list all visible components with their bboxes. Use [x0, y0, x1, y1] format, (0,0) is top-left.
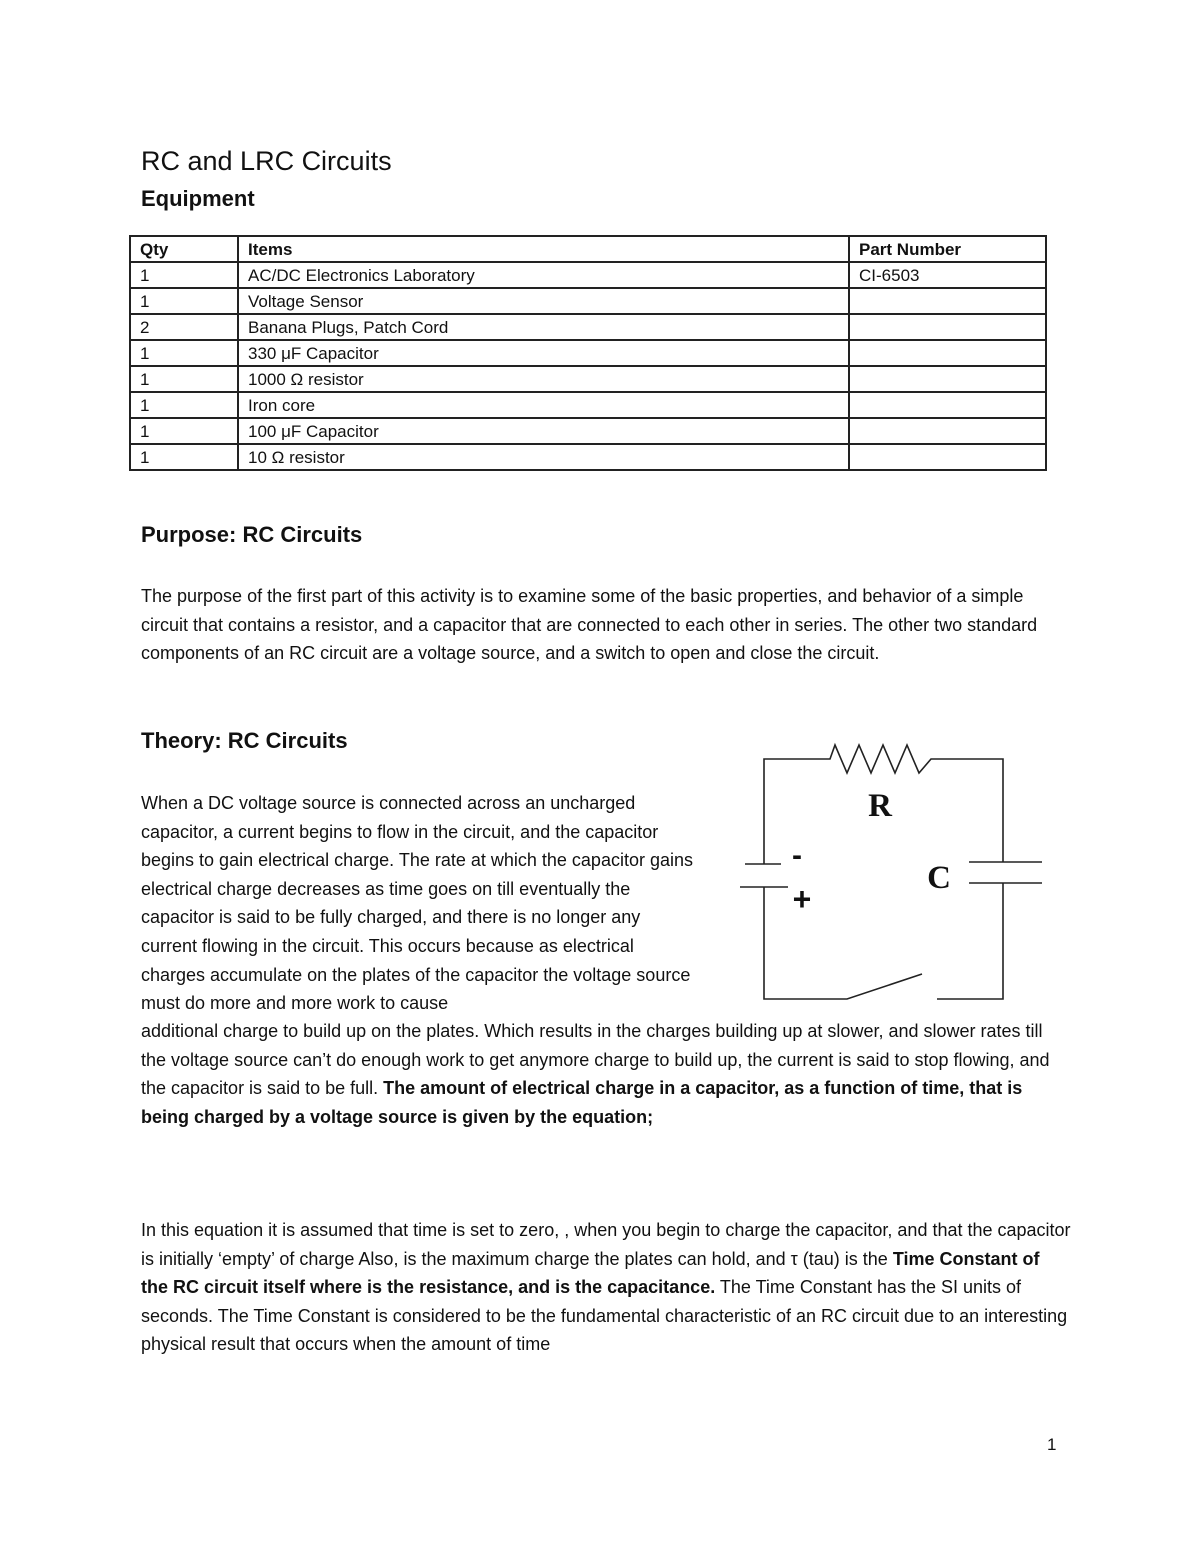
page-title: RC and LRC Circuits — [141, 146, 392, 176]
theory-continued-text: additional charge to build up on the plates. Which results in the charges building up at slower, and slower rates till the voltage source can’t do enough work to get anymore charge to build up, the current is said to stop flowing, and the capacitor is said to be full. — [141, 1021, 1050, 1099]
table-header-row — [130, 236, 1046, 262]
theory-paragraph-continued — [141, 1017, 1071, 1131]
purpose-paragraph: The purpose of the first part of this activity is to examine some of the basic properties, and behavior of a simple circuit that contains a resistor, and a capacitor that are connected to each other in series. The other two standard components of an RC circuit are a voltage source, and a switch to open and close the circuit. — [141, 586, 1038, 664]
part-number-cell — [849, 314, 1046, 340]
qty-cell: 1 — [130, 444, 238, 470]
table-row — [130, 314, 1046, 340]
qty-cell: 1 — [130, 262, 238, 288]
resistor-label: R — [868, 788, 892, 824]
equipment-heading: Equipment — [141, 186, 255, 211]
qty-cell: 1 — [130, 366, 238, 392]
table-row — [130, 262, 1046, 288]
part-number-cell — [849, 392, 1046, 418]
column-header-qty: Qty — [130, 236, 238, 262]
part-number-cell — [849, 366, 1046, 392]
table-row — [130, 418, 1046, 444]
switch-wire — [764, 887, 922, 999]
item-cell: Iron core — [238, 392, 849, 418]
part-number-cell — [849, 418, 1046, 444]
table-row — [130, 366, 1046, 392]
capacitor-return-wire — [937, 883, 1003, 999]
theory-paragraph-2 — [141, 1216, 1071, 1359]
column-header-part-number: Part Number — [849, 236, 1046, 262]
table-row — [130, 444, 1046, 470]
part-number-cell — [849, 288, 1046, 314]
column-header-items: Items — [238, 236, 849, 262]
part-number-cell: CI-6503 — [849, 262, 1046, 288]
minus-label: - — [792, 839, 802, 872]
qty-cell: 1 — [130, 340, 238, 366]
item-cell: 330 μF Capacitor — [238, 340, 849, 366]
item-cell: 1000 Ω resistor — [238, 366, 849, 392]
qty-cell: 1 — [130, 288, 238, 314]
part-number-cell — [849, 340, 1046, 366]
p2-text-1: In this equation it is assumed that time is set to zero, , when you begin to charge the capacitor, and that the capacitor is initially ‘empty’ of charge Also, is the maximum charge the plates can hold, and τ (tau) is the — [141, 1220, 1071, 1269]
qty-cell: 1 — [130, 418, 238, 444]
item-cell: 10 Ω resistor — [238, 444, 849, 470]
item-cell: AC/DC Electronics Laboratory — [238, 262, 849, 288]
table-row — [130, 340, 1046, 366]
purpose-heading: Purpose: RC Circuits — [141, 522, 363, 547]
plus-label: + — [792, 881, 812, 917]
theory-heading: Theory: RC Circuits — [141, 728, 348, 753]
p2-text-2: The Time Constant has the SI units of seconds. The Time Constant is considered to be the fundamental characteristic of an RC circuit due to an interesting physical result that occurs when the amount of time — [141, 1277, 1068, 1355]
capacitor-label: C — [927, 860, 951, 896]
page-number: 1 — [1047, 1435, 1057, 1454]
table-row — [130, 392, 1046, 418]
item-cell: Banana Plugs, Patch Cord — [238, 314, 849, 340]
equipment-table — [129, 235, 1047, 471]
qty-cell: 1 — [130, 392, 238, 418]
qty-cell: 2 — [130, 314, 238, 340]
part-number-cell — [849, 444, 1046, 470]
p2-bold-text: Time Constant of the RC circuit itself where is the resistance, and is the capacitance. — [141, 1248, 1040, 1298]
item-cell: 100 μF Capacitor — [238, 418, 849, 444]
item-cell: Voltage Sensor — [238, 288, 849, 314]
circuit-wires — [740, 745, 1042, 999]
theory-continued-bold: The amount of electrical charge in a capacitor, as a function of time, that is being charged by a voltage source is given by the equation; — [141, 1078, 1023, 1127]
rc-circuit-diagram — [735, 735, 1050, 1010]
table-row — [130, 288, 1046, 314]
theory-paragraph-wrapped: When a DC voltage source is connected across an uncharged capacitor, a current begins to flow in the circuit, and the capacitor begins to gain electrical charge. The rate at which the capacitor gains electrical charge decreases as time goes on till eventually the capacitor is said to be fully charged, and there is no longer any current flowing in the circuit. This occurs because as electrical charges accumulate on the plates of the capacitor the voltage source must do more and more work to cause — [141, 793, 693, 1014]
